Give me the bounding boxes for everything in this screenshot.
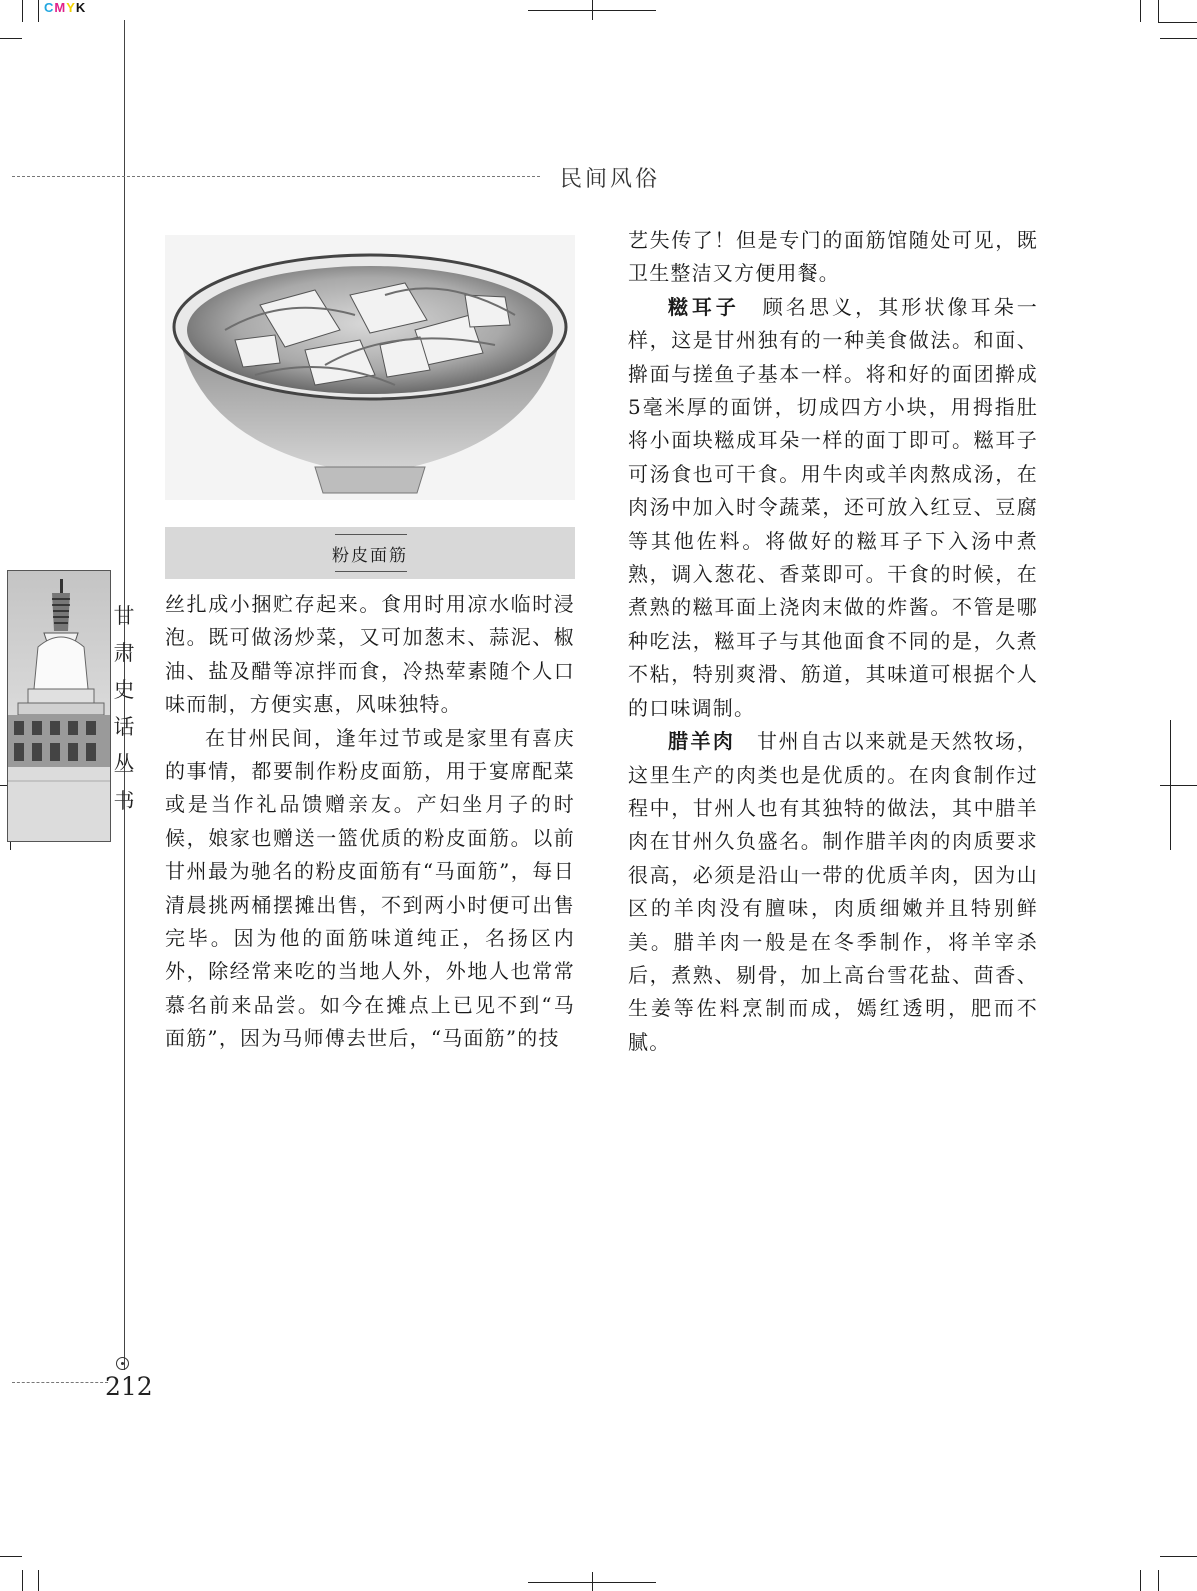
crop-mark — [1158, 22, 1197, 23]
registration-mark — [1160, 785, 1197, 786]
cmyk-c: C — [44, 0, 55, 15]
registration-mark — [592, 1572, 593, 1591]
crop-mark — [38, 1570, 39, 1591]
crop-mark — [0, 38, 22, 39]
page-mark-icon — [116, 1357, 129, 1370]
paragraph-body: 顾名思义，其形状像耳朵一样，这是甘州独有的一种美食做法。和面、擀面与搓鱼子基本一样。将和好的面团擀成5毫米厚的面饼，切成四方小块，用拇指肚将小面块糍成耳朵一样的面丁即可。糍耳子可汤食也可干食。用牛肉或羊肉熬成汤，在肉汤中加入时令蔬菜，还可放入红豆、豆腐等其他佐料。将做好的糍耳子下入汤中煮熟，调入葱花、香菜即可。干食的时候，在煮熟的糍耳面上浇肉末做的炸酱。不管是哪种吃法，糍耳子与其他面食不同的是，久煮不粘，特别爽滑、筋道，其味道可根据个人的口味调制。 — [628, 294, 1039, 720]
left-text-column — [165, 588, 575, 1056]
cmyk-color-bar — [44, 0, 86, 15]
bowl-illustration — [165, 235, 575, 500]
paragraph-ciezi — [628, 291, 1038, 725]
caption-rule-top — [335, 534, 407, 535]
crop-mark — [38, 0, 39, 22]
cmyk-y: Y — [66, 0, 76, 15]
registration-mark — [592, 0, 593, 20]
header-dashed-rule — [12, 176, 540, 177]
crop-mark — [1160, 1556, 1197, 1557]
crop-mark — [1140, 1570, 1141, 1591]
series-char: 肃 — [113, 641, 135, 665]
paragraph-layangrou — [628, 725, 1038, 1059]
crop-mark — [0, 1556, 22, 1557]
paragraph: 丝扎成小捆贮存起来。食用时用凉水临时浸泡。既可做汤炒菜，又可加葱末、蒜泥、椒油、盐及醋等凉拌而食，冷热荤素随个人口味而制，方便实惠，风味独特。 — [165, 592, 575, 717]
series-char: 甘 — [113, 604, 135, 628]
cmyk-k: K — [75, 0, 87, 15]
crop-mark — [1158, 0, 1159, 22]
cmyk-m: M — [54, 0, 67, 15]
crop-mark — [1160, 38, 1197, 39]
crop-mark — [22, 0, 23, 22]
footer-dashed-rule — [12, 1382, 108, 1383]
caption-rule-bottom — [335, 571, 407, 572]
series-char: 史 — [113, 678, 135, 702]
paragraph: 在甘州民间，逢年过节或是家里有喜庆的事情，都要制作粉皮面筋，用于宴席配菜或是当作礼品馈赠亲友。产妇坐月子的时候，娘家也赠送一篮优质的粉皮面筋。以前甘州最为驰名的粉皮面筋有“马面筋”，每日清晨挑两桶摆摊出售，不到两小时便可出售完毕。因为他的面筋味道纯正，名扬区内外，除经常来吃的当地人外，外地人也常常慕名前来品尝。如今在摊点上已见不到“马面筋”，因为马师傅去世后，“马面筋”的技 — [165, 725, 575, 1051]
term-heading: 糍耳子 — [668, 294, 740, 319]
series-char: 丛 — [113, 752, 135, 776]
food-photo — [165, 235, 575, 500]
figure-caption: 粉皮面筋 — [332, 546, 408, 566]
pagoda-illustration — [8, 571, 110, 841]
paragraph-body: 甘州自古以来就是天然牧场，这里生产的肉类也是优质的。在肉食制作过程中，甘州人也有其独特的做法，其中腊羊肉在甘州久负盛名。制作腊羊肉的肉质要求很高，必须是沿山一带的优质羊肉，因为山区的羊肉没有膻味，肉质细嫩并且特别鲜美。腊羊肉一般是在冬季制作，将羊宰杀后，煮熟、剔骨，加上高台雪花盐、茴香、生姜等佐料烹制而成，嫣红透明，肥而不腻。 — [628, 729, 1039, 1054]
right-text-column — [628, 224, 1038, 1059]
section-title: 民间风俗 — [560, 167, 661, 192]
crop-mark — [1158, 1570, 1159, 1591]
crop-mark — [1140, 0, 1141, 22]
series-char: 书 — [113, 789, 135, 813]
term-heading: 腊羊肉 — [668, 729, 736, 754]
series-title-vertical — [111, 598, 137, 820]
figure-caption-box — [165, 527, 575, 579]
page-number: 212 — [105, 1372, 153, 1401]
paragraph: 艺失传了！但是专门的面筋馆随处可见，既卫生整洁又方便用餐。 — [628, 228, 1038, 286]
series-char: 话 — [113, 715, 135, 739]
pagoda-photo — [7, 570, 111, 842]
crop-mark — [22, 1570, 23, 1591]
